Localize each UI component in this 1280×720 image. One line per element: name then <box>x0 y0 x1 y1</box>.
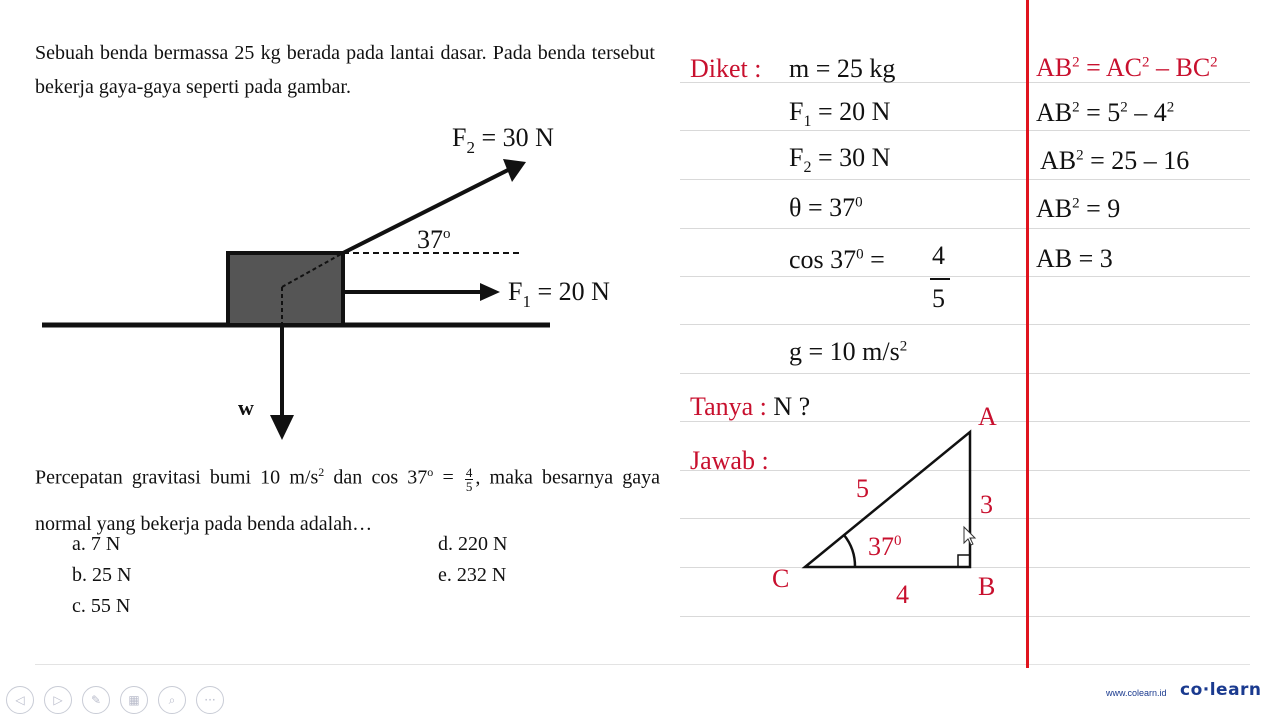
note-theta: $\theta = 37^0$ <box>789 193 863 222</box>
note-cos-den: 5 <box>932 284 945 313</box>
rule-line <box>680 276 1250 277</box>
back-icon[interactable]: ◁ <box>6 686 34 714</box>
problem-statement <box>35 36 655 104</box>
option-d[interactable]: d. 220 N <box>438 533 508 555</box>
force-diagram <box>30 105 630 450</box>
zoom-icon[interactable]: ⌕ <box>158 686 186 714</box>
rule-line <box>680 130 1250 131</box>
right-triangle <box>760 395 1020 615</box>
brand-url[interactable]: www.colearn.id <box>1106 688 1167 698</box>
problem-intro: Sebuah benda bermassa 25 kg berada pada lantai dasar. Pada benda tersebut bekerja gaya-gaya seperti pada gambar. <box>35 42 655 98</box>
svg-text:B: B <box>978 572 996 601</box>
red-divider <box>1026 0 1029 668</box>
fraction: $\frac{4}{5}$ <box>465 464 473 494</box>
note-cos-num: 4 <box>932 241 945 270</box>
svg-text:370: $37^0$ <box>868 532 902 561</box>
rule-line <box>680 616 1250 617</box>
option-a[interactable]: a. 7 N <box>72 533 121 555</box>
diket-label: Diket : <box>690 54 762 83</box>
calc-line-5: AB = 3 <box>1036 244 1113 273</box>
svg-text:C: C <box>772 564 790 593</box>
calc-line-2: $AB^2 = 5^2 - 4^2$ <box>1036 98 1175 127</box>
note-mass: m = 25 kg <box>789 54 896 83</box>
svg-text:A: A <box>978 402 997 431</box>
calc-line-4: $AB^2 = 9$ <box>1036 194 1121 223</box>
note-f1: $F_1 = 20$ N <box>789 97 891 131</box>
svg-text:3: 3 <box>980 490 993 519</box>
calc-line-3: $AB^2 = 25 - 16$ <box>1040 146 1190 175</box>
rule-line <box>680 373 1250 374</box>
svg-text:w: w <box>238 395 254 420</box>
brand-logo: co·learn <box>1180 680 1262 700</box>
rule-line <box>680 228 1250 229</box>
svg-text:F1 = 20 N: $F_1 = 20$ N <box>508 277 610 311</box>
option-e[interactable]: e. 232 N <box>438 564 507 586</box>
grid-icon[interactable]: ▦ <box>120 686 148 714</box>
note-cos: $\cos 37^0$ = <box>789 245 885 274</box>
right-angle-mark <box>958 555 970 567</box>
pen-icon[interactable]: ✎ <box>82 686 110 714</box>
rule-line <box>680 324 1250 325</box>
angle-arc <box>844 535 855 567</box>
note-f2: $F_2 = 30$ N <box>789 143 891 177</box>
question-text: Percepatan gravitasi bumi 10 $m/s^2$ dan $\cos 37^o$ = $\frac{4}{5}$ , maka besarnya gaya normal yang bekerja pada benda adalah… <box>35 464 661 535</box>
calc-line-1: $AB^2 = AC^2 - BC^2$ <box>1036 53 1218 82</box>
note-cos-bar <box>930 278 950 280</box>
svg-text:5: 5 <box>856 474 869 503</box>
option-b[interactable]: b. 25 N <box>72 564 132 586</box>
play-icon[interactable]: ▷ <box>44 686 72 714</box>
block <box>228 253 343 325</box>
tanya-text: Tanya : N ? <box>690 392 811 421</box>
option-c[interactable]: c. 55 N <box>72 595 131 617</box>
svg-text:F2 = 30 N: $F_2 = 30$ N <box>452 123 554 157</box>
note-g: g = 10 $m/s^2$ <box>789 337 908 366</box>
more-icon[interactable]: ··· <box>196 686 224 714</box>
rule-line <box>680 179 1250 180</box>
jawab-label: Jawab : <box>690 446 769 475</box>
svg-text:37o: 37$^o$ <box>417 225 451 254</box>
bottom-divider <box>35 664 1250 665</box>
svg-text:4: 4 <box>896 580 909 609</box>
